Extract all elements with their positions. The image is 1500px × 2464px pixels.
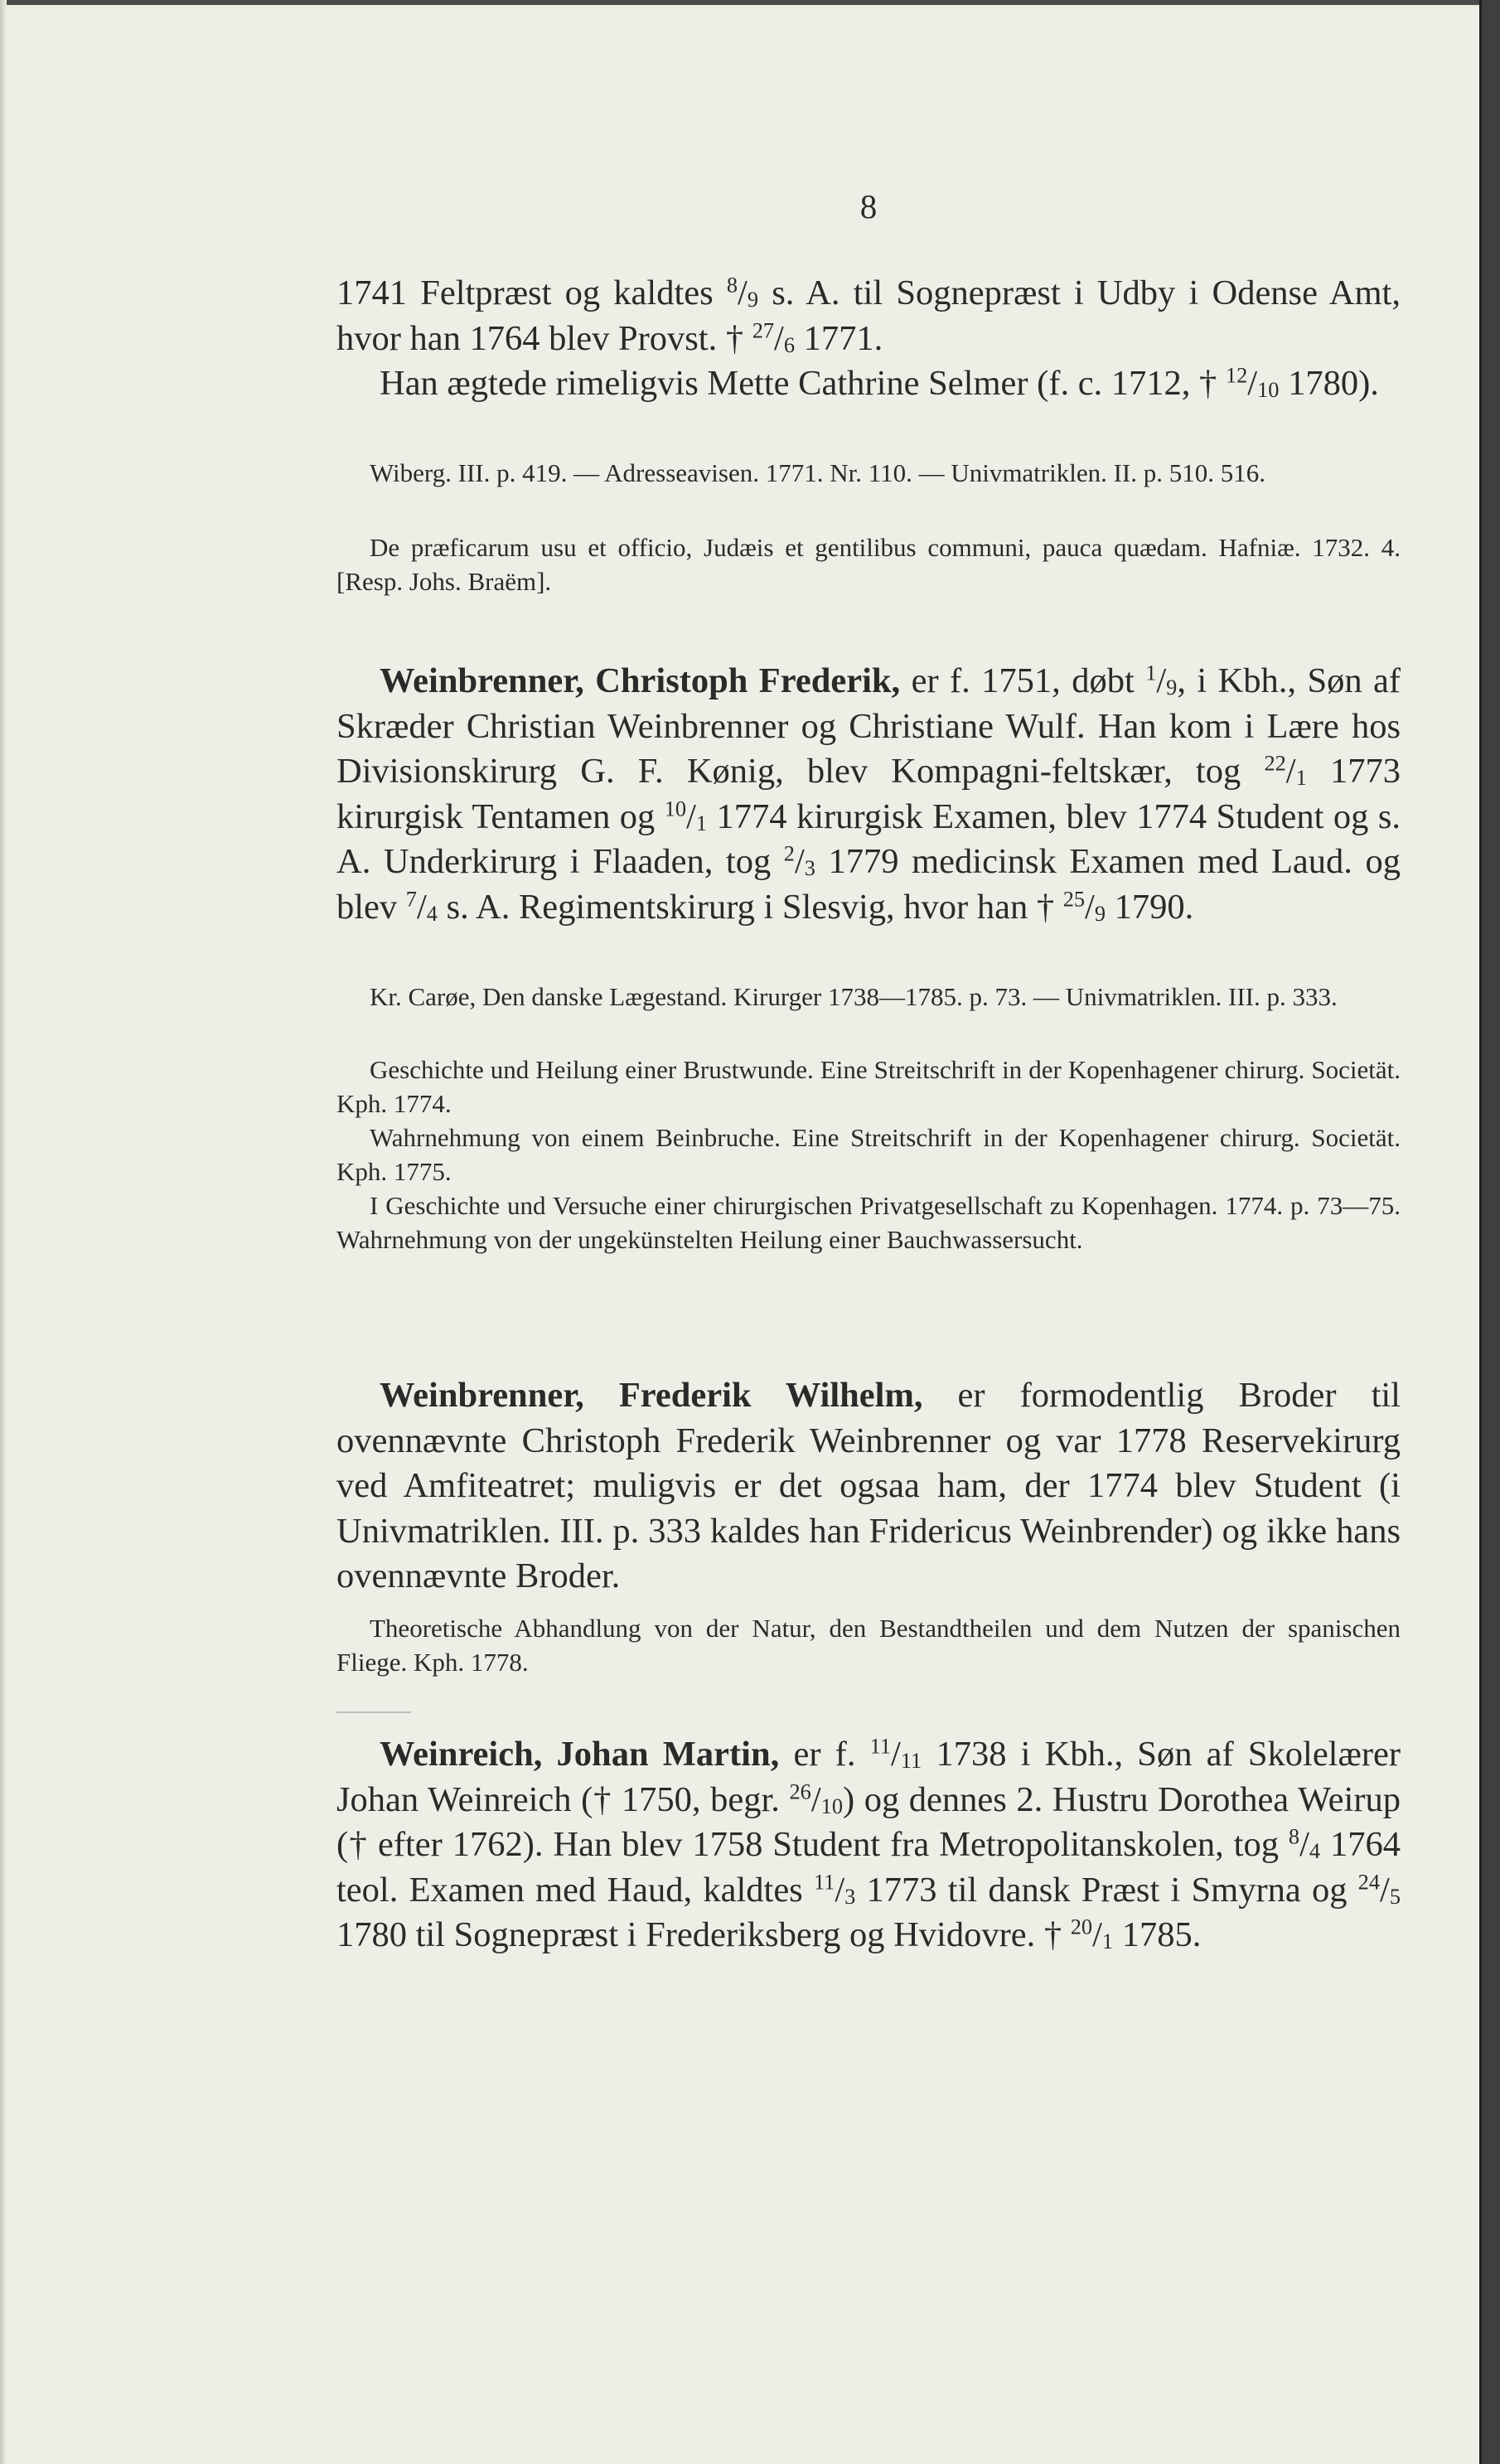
work-title: De præficarum usu et officio, Judæis et gentilibus communi, pauca quædam. Hafniæ. 1732. 4. [Resp. Johs. Braëm]. [336,533,1401,596]
work-title: I Geschichte und Versuche einer chirurgischen Privatgesellschaft zu Kopenhagen. 1774. p. 73—75. Wahrnehmung von der ungekünstelten Heilung einer Bauchwassersucht. [336,1191,1401,1254]
date-fraction: $^{27}$/6 [752,318,796,358]
references-block [336,456,1401,490]
date-fraction: $^{26}$/10 [789,1779,843,1819]
page-top-edge [0,0,1482,5]
separator-rule [336,1711,411,1713]
date-fraction: $^8$/9 [726,273,759,312]
date-fraction: $^{11}$/3 [813,1870,856,1910]
continued-entry: 1741 Feltpræst og kaldtes $^8$/9 s. A. til Sognepræst i Udby i Odense Amt, hvor han 1764 blev Provst. † $^{27}$/6 1771. Han ægtede rimeligvis Mette Cathrine Selmer (f. c. 1712, † $^{12}$/10 1780). [336,273,1401,404]
date-fraction: $^8$/4 [1288,1824,1321,1865]
date-fraction: $^7$/4 [405,887,438,927]
entry-name: Weinreich, Johan Martin, [380,1735,780,1774]
date-fraction: $^{10}$/1 [664,796,708,836]
work-title: Geschichte und Heilung einer Brustwunde. Eine Streitschrift in der Kopenhagener chirurg. Societät. Kph. 1774. [336,1055,1401,1118]
entry-name: Weinbrenner, Frederik Wilhelm, [380,1376,923,1415]
works-block [336,1053,1401,1256]
works-block [336,1611,1401,1679]
entry-text: er formodentlig Broder til ovennævnte Christoph Frederik Weinbrenner og var 1778 Reservekirurg ved Amfiteatret; muligvis er det ogsaa ham, der 1774 blev Student (i Univmatriklen. III. p. 333 kaldes han Fridericus Weinbrender) og ikke hans ovennævnte Broder. [336,1376,1401,1596]
date-fraction: $^{22}$/1 [1264,751,1307,791]
date-fraction: $^1$/9 [1145,661,1178,700]
date-fraction: $^{11}$/11 [869,1734,922,1774]
entry-weinbrenner-christoph: Weinbrenner, Christoph Frederik, er f. 1751, døbt $^1$/9, i Kbh., Søn af Skræder Christian Weinbrenner og Christiane Wulf. Han kom i Lære hos Divisionskirurg G. F. Kønig, blev Kompagni-feltskær, tog $^{22}$/1 1773 kirurgisk Tentamen og $^{10}$/1 1774 kirurgisk Examen, blev 1774 Student og s. A. Underkirurg i Flaaden, tog $^2$/3 1779 medicinsk Examen med Laud. og blev $^7$/4 s. A. Regimentskirurg i Slesvig, hvor han † $^{25}$/9 1790. [336,661,1401,927]
date-fraction: $^2$/3 [783,841,815,882]
references-text: Kr. Carøe, Den danske Lægestand. Kirurger 1738—1785. p. 73. — Univmatriklen. III. p. 333. [370,982,1338,1011]
work-title: Theoretische Abhandlung von der Natur, den Bestandtheilen und dem Nutzen der spanischen Fliege. Kph. 1778. [336,1614,1401,1677]
entry-weinbrenner-frederik [336,1373,1401,1600]
date-fraction: $^{12}$/10 [1225,363,1280,404]
date-fraction: $^{25}$/9 [1062,887,1106,927]
book-spine-edge [1479,0,1500,2464]
entry-weinreich-johan: Weinreich, Johan Martin, er f. $^{11}$/11 1738 i Kbh., Søn af Skolelærer Johan Weinreich († 1750, begr. $^{26}$/10) og dennes 2. Hustru Dorothea Weirup († efter 1762). Han blev 1758 Student fra Metropolitanskolen, tog $^8$/4 1764 teol. Examen med Haud, kaldtes $^{11}$/3 1773 til dansk Præst i Smyrna og $^{24}$/5 1780 til Sognepræst i Frederiksberg og Hvidovre. † $^{20}$/1 1785. [336,1734,1401,1955]
date-fraction: $^{24}$/5 [1357,1870,1401,1910]
continued-entry-text: 1741 Feltpræst og kaldtes [336,274,727,312]
work-title: Wahrnehmung von einem Beinbruche. Eine Streitschrift in der Kopenhagener chirurg. Societät. Kph. 1775. [336,1123,1401,1186]
page-number: 8 [859,187,878,225]
marriage-text: Han ægtede rimeligvis Mette Cathrine Selmer (f. c. 1712, † [380,364,1226,404]
references-text: Wiberg. III. p. 419. — Adresseavisen. 1771. Nr. 110. — Univmatriklen. II. p. 510. 516. [370,458,1266,487]
entry-name: Weinbrenner, Christoph Frederik, [380,661,901,700]
works-block [336,530,1401,598]
references-block [336,980,1401,1014]
date-fraction: $^{20}$/1 [1070,1915,1114,1955]
page-left-edge [0,0,7,2464]
